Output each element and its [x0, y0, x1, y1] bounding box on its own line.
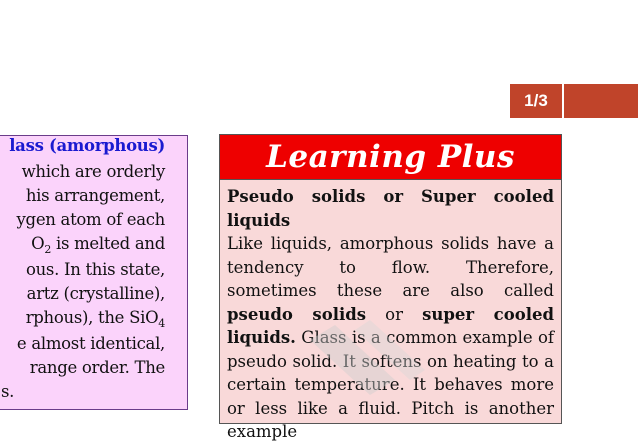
- left-line-10: s.: [1, 382, 15, 401]
- learning-plus-body: [220, 180, 561, 444]
- left-line-6: artz (crystalline),: [26, 284, 165, 303]
- pseudo-solids-paragraph: Like liquids, amorphous solids have a tendency to flow. Therefore, sometimes these are also called pseudo solids or super cooled liquids. Glass is a common example of pseudo solid. It softens on heating to a certain temperature. It behaves more or less like a fluid. Pitch is another example: [227, 234, 555, 441]
- left-line-9: range order. The: [29, 358, 165, 377]
- page-number-badge: 1/3: [510, 84, 562, 118]
- page-header-bar: [564, 84, 638, 118]
- left-line-1: which are orderly: [21, 162, 165, 181]
- left-box-title: lass (amorphous): [9, 136, 165, 155]
- left-line-5: ous. In this state,: [25, 260, 165, 279]
- pseudo-solids-heading: Pseudo solids or Super cooled liquids: [227, 187, 554, 230]
- left-line-3: ygen atom of each: [16, 210, 165, 229]
- left-line-2: his arrangement,: [25, 186, 165, 205]
- left-line-4: $O_2$ is melted and: [31, 234, 165, 256]
- learning-plus-title: Learning Plus: [266, 139, 515, 175]
- left-line-7: rphous), the SiO$_4$: [25, 308, 165, 330]
- learning-plus-box: [219, 134, 562, 441]
- left-line-8: e almost identical,: [16, 334, 165, 353]
- glass-amorphous-box: [0, 135, 188, 410]
- learning-plus-header: [220, 135, 561, 180]
